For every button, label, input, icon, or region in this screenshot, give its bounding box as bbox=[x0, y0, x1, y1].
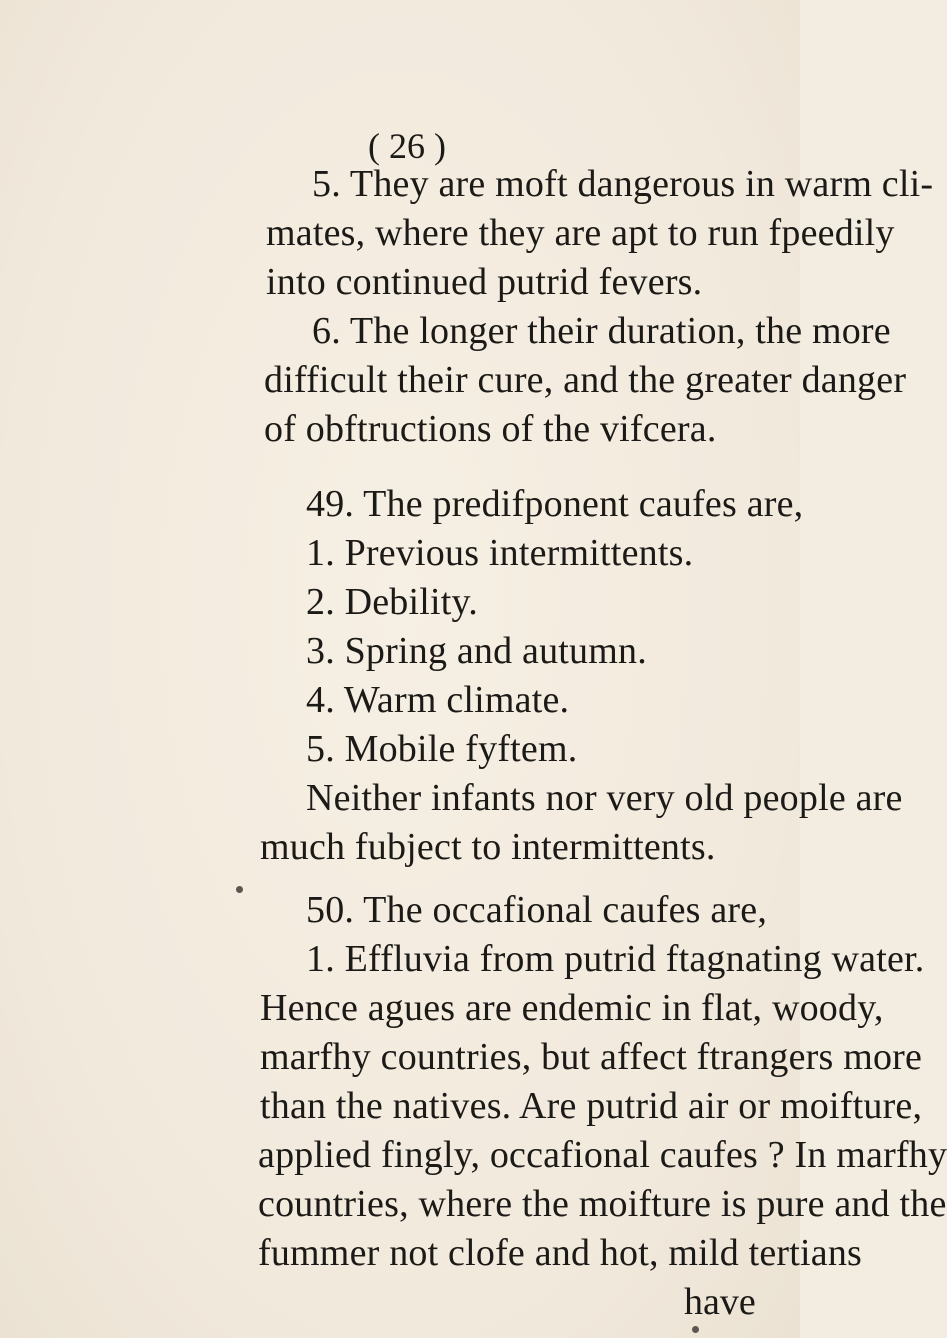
text-line: countries, where the moifture is pure and the bbox=[258, 1183, 947, 1225]
text-line: 5. They are moft dangerous in warm cli- bbox=[312, 163, 934, 205]
ink-speck bbox=[236, 886, 243, 893]
text-line: 50. The occafional caufes are, bbox=[306, 889, 768, 931]
text-line: difficult their cure, and the greater danger bbox=[264, 359, 907, 401]
text-line: 3. Spring and autumn. bbox=[306, 630, 647, 672]
text-line: Neither infants nor very old people are bbox=[306, 777, 903, 819]
text-line: 5. Mobile fyftem. bbox=[306, 728, 578, 770]
text-line: than the natives. Are putrid air or moifture, bbox=[260, 1085, 923, 1127]
ink-speck bbox=[692, 1326, 699, 1333]
text-line: into continued putrid fevers. bbox=[266, 261, 703, 303]
text-line: 4. Warm climate. bbox=[306, 679, 570, 721]
text-line: 49. The predifponent caufes are, bbox=[306, 483, 804, 525]
page-number: ( 26 ) bbox=[368, 126, 446, 166]
text-line: 1. Previous intermittents. bbox=[306, 532, 694, 574]
catchword: have bbox=[684, 1281, 756, 1323]
text-line: mates, where they are apt to run fpeedily bbox=[266, 212, 895, 254]
text-line: marfhy countries, but affect ftrangers more bbox=[260, 1036, 923, 1078]
text-line: Hence agues are endemic in flat, woody, bbox=[260, 987, 884, 1029]
text-line: 2. Debility. bbox=[306, 581, 478, 623]
text-line: fummer not clofe and hot, mild tertians bbox=[258, 1232, 863, 1274]
text-line: of obftructions of the vifcera. bbox=[264, 408, 717, 450]
text-line: much fubject to intermittents. bbox=[260, 826, 716, 868]
text-line: 1. Effluvia from putrid ftagnating water. bbox=[306, 938, 925, 980]
text-line: 6. The longer their duration, the more bbox=[312, 310, 891, 352]
text-line: applied fingly, occafional caufes ? In marfhy bbox=[258, 1134, 947, 1176]
